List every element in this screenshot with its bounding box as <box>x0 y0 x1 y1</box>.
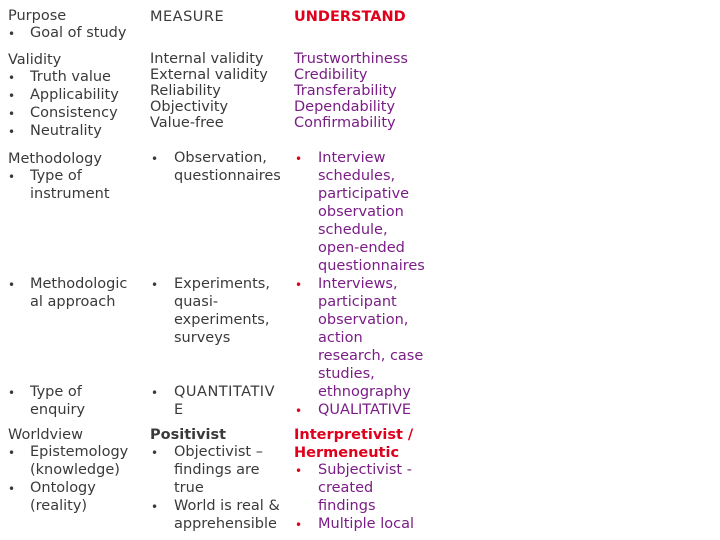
understand-instrument: observation <box>318 204 404 220</box>
measure-ontology: World is real & <box>174 498 280 514</box>
ontology-label: (reality) <box>30 498 88 514</box>
understand-epistemology: created <box>318 480 374 496</box>
bullet-icon: • <box>8 27 16 41</box>
measure-header: MEASURE <box>150 9 225 25</box>
instrument-label: instrument <box>30 186 110 202</box>
positivist-heading: Positivist <box>150 427 227 443</box>
measure-validity-item: Reliability <box>150 83 221 99</box>
bullet-icon: • <box>8 89 16 103</box>
approach-label: al approach <box>30 294 116 310</box>
validity-item: Applicability <box>30 87 119 103</box>
bullet-icon: • <box>295 518 303 532</box>
understand-instrument: Interview <box>318 150 386 166</box>
understand-enquiry: QUALITATIVE <box>318 402 412 418</box>
understand-approach: action <box>318 330 363 346</box>
understand-validity-item: Credibility <box>294 67 368 83</box>
bullet-icon: • <box>295 404 303 418</box>
interpretivist-heading: Interpretivist / <box>294 427 414 443</box>
measure-validity-item: Objectivity <box>150 99 229 115</box>
understand-header: UNDERSTAND <box>294 9 406 25</box>
purpose-heading: Purpose <box>8 8 67 24</box>
understand-instrument: questionnaires <box>318 258 425 274</box>
bullet-icon: • <box>295 278 303 292</box>
bullet-icon: • <box>151 278 159 292</box>
methodology-heading: Methodology <box>8 151 102 167</box>
instrument-label: Type of <box>30 168 82 184</box>
measure-epistemology: true <box>174 480 204 496</box>
measure-validity-item: Value-free <box>150 115 224 131</box>
validity-heading: Validity <box>8 52 62 68</box>
understand-approach: participant <box>318 294 397 310</box>
bullet-icon: • <box>8 107 16 121</box>
measure-enquiry: E <box>174 402 184 418</box>
bullet-icon: • <box>8 170 16 184</box>
measure-validity-item: External validity <box>150 67 268 83</box>
understand-epistemology: findings <box>318 498 376 514</box>
understand-validity-item: Dependability <box>294 99 396 115</box>
understand-approach: observation, <box>318 312 409 328</box>
understand-epistemology: Subjectivist - <box>318 462 412 478</box>
measure-ontology: apprehensible <box>174 516 277 532</box>
bullet-icon: • <box>151 386 159 400</box>
validity-item: Consistency <box>30 105 118 121</box>
understand-approach: Interviews, <box>318 276 398 292</box>
measure-validity-item: Internal validity <box>150 51 264 67</box>
understand-instrument: participative <box>318 186 410 202</box>
epistemology-label: Epistemology <box>30 444 129 460</box>
measure-instrument: Observation, <box>174 150 267 166</box>
understand-validity-item: Transferability <box>294 83 397 99</box>
bullet-icon: • <box>8 71 16 85</box>
bullet-icon: • <box>151 446 159 460</box>
measure-epistemology: Objectivist – <box>174 444 263 460</box>
understand-instrument: schedules, <box>318 168 396 184</box>
bullet-icon: • <box>295 464 303 478</box>
measure-instrument: questionnaires <box>174 168 281 184</box>
enquiry-label: Type of <box>30 384 82 400</box>
understand-instrument: schedule, <box>318 222 388 238</box>
understand-approach: ethnography <box>318 384 411 400</box>
bullet-icon: • <box>151 500 159 514</box>
interpretivist-heading: Hermeneutic <box>294 445 400 461</box>
measure-enquiry: QUANTITATIV <box>174 384 276 400</box>
measure-approach: quasi- <box>174 294 219 310</box>
understand-instrument: open-ended <box>318 240 405 256</box>
understand-approach: research, case <box>318 348 424 364</box>
measure-approach: Experiments, <box>174 276 270 292</box>
validity-item: Neutrality <box>30 123 102 139</box>
goal-of-study: Goal of study <box>30 25 127 41</box>
bullet-icon: • <box>151 152 159 166</box>
understand-validity-item: Confirmability <box>294 115 396 131</box>
measure-approach: experiments, <box>174 312 270 328</box>
bullet-icon: • <box>8 446 16 460</box>
bullet-icon: • <box>8 125 16 139</box>
bullet-icon: • <box>8 482 16 496</box>
measure-approach: surveys <box>174 330 231 346</box>
bullet-icon: • <box>8 278 16 292</box>
measure-epistemology: findings are <box>174 462 260 478</box>
ontology-label: Ontology <box>30 480 96 496</box>
enquiry-label: enquiry <box>30 402 86 418</box>
understand-validity-item: Trustworthiness <box>294 51 408 67</box>
bullet-icon: • <box>295 152 303 166</box>
approach-label: Methodologic <box>30 276 128 292</box>
epistemology-label: (knowledge) <box>30 462 120 478</box>
bullet-icon: • <box>8 386 16 400</box>
worldview-heading: Worldview <box>8 427 83 443</box>
validity-item: Truth value <box>30 69 111 85</box>
understand-ontology: Multiple local <box>318 516 414 532</box>
understand-approach: studies, <box>318 366 375 382</box>
